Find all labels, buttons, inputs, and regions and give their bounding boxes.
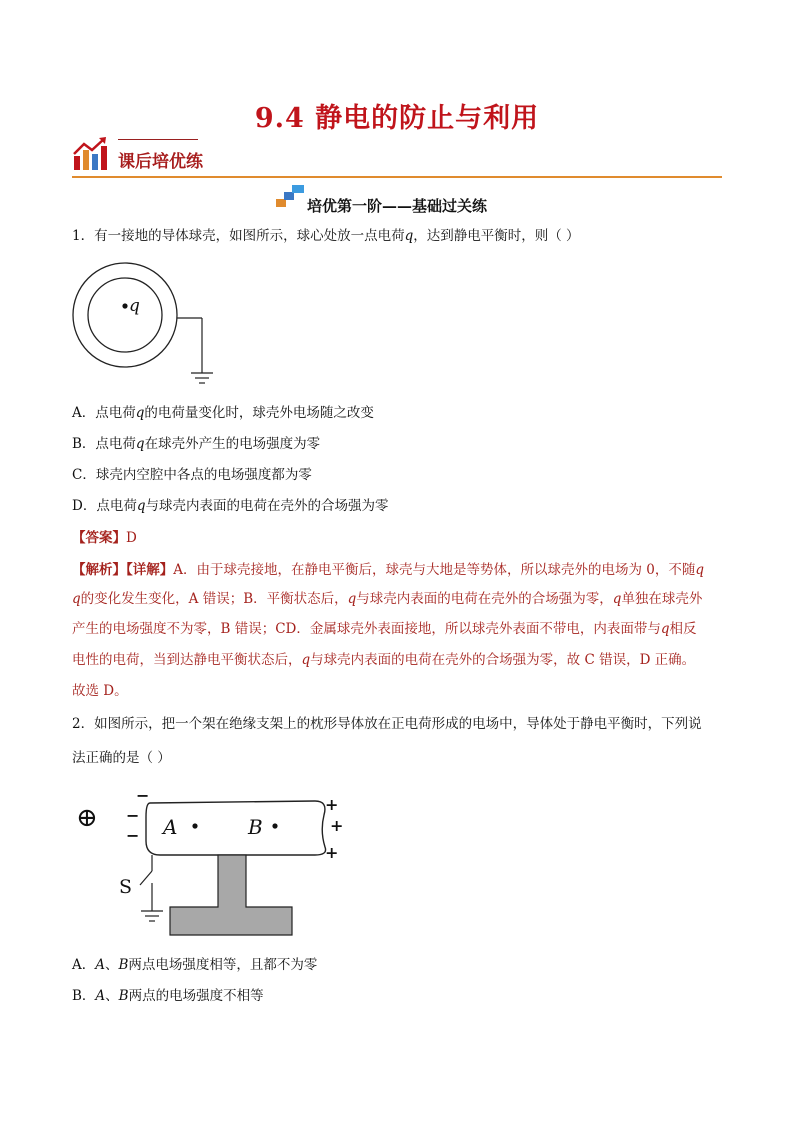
page-title: 9.4 静电的防止与利用 bbox=[254, 103, 540, 134]
q1-analysis-line-4: 电性的电荷，当到达静电平衡状态后，q与球壳内表面的电荷在壳外的合场强为零，故 C 错误，D 正确。 bbox=[72, 652, 696, 668]
q1-analysis-line-3: 产生的电场强度不为零，B 错误；CD．金属球壳外表面接地，所以球壳外表面不带电，内表面带与q相反 bbox=[72, 621, 697, 637]
q1-option-b: B．点电荷q在球壳外产生的电场强度为零 bbox=[72, 436, 321, 452]
q2-stem-line-2: 法正确的是（ ） bbox=[72, 750, 171, 766]
q2-stem-line-1: 2．如图所示，把一个架在绝缘支架上的枕形导体放在正电荷形成的电场中，导体处于静电平衡时，下列说 bbox=[72, 716, 702, 732]
section-label: 课后培优练 bbox=[118, 152, 203, 172]
q2-positive-charge-icon: ⊕ bbox=[76, 803, 98, 833]
q1-figure-grounded-shell bbox=[70, 260, 220, 390]
q2-point-a-label: A bbox=[163, 815, 178, 839]
bar-chart-logo-icon bbox=[72, 136, 108, 172]
q2-negative-sign: − bbox=[136, 786, 150, 805]
q2-option-a: A．A、B两点电场强度相等，且都不为零 bbox=[72, 957, 318, 973]
q2-figure-pillow-conductor bbox=[70, 785, 360, 945]
q1-analysis-line-2: q的变化发生变化，A 错误；B．平衡状态后，q与球壳内表面的电荷在壳外的合场强为零，q单独在球壳外 bbox=[72, 591, 703, 607]
q1-analysis-line-1: 【解析】【详解】A．由于球壳接地，在静电平衡后，球壳与大地是等势体，所以球壳外的电场为 0，不随q bbox=[72, 562, 705, 578]
q2-negative-sign: − bbox=[126, 826, 140, 845]
q1-stem: 1．有一接地的导体球壳，如图所示，球心处放一点电荷q，达到静电平衡时，则（ ） bbox=[72, 228, 580, 244]
q2-point-b-label: B bbox=[248, 815, 263, 839]
q1-option-a: A．点电荷q的电荷量变化时，球壳外电场随之改变 bbox=[72, 405, 374, 421]
q1-answer: 【答案】D bbox=[72, 530, 137, 546]
section-rule-top bbox=[118, 139, 198, 140]
q2-positive-sign: + bbox=[330, 816, 344, 835]
q2-switch-label: S bbox=[119, 876, 133, 898]
q1-option-d: D．点电荷q与球壳内表面的电荷在壳外的合场强为零 bbox=[72, 498, 389, 514]
q1-analysis-line-5: 故选 D。 bbox=[72, 683, 128, 699]
q2-negative-sign: − bbox=[126, 806, 140, 825]
subheading: 培优第一阶——基础过关练 bbox=[306, 197, 487, 215]
section-divider bbox=[72, 176, 722, 178]
q1-figure-charge-label: q bbox=[129, 296, 140, 316]
q2-positive-sign: + bbox=[325, 795, 339, 814]
q1-option-c: C．球壳内空腔中各点的电场强度都为零 bbox=[72, 467, 312, 483]
q2-positive-sign: + bbox=[325, 843, 339, 862]
q2-option-b: B．A、B两点的电场强度不相等 bbox=[72, 988, 264, 1004]
